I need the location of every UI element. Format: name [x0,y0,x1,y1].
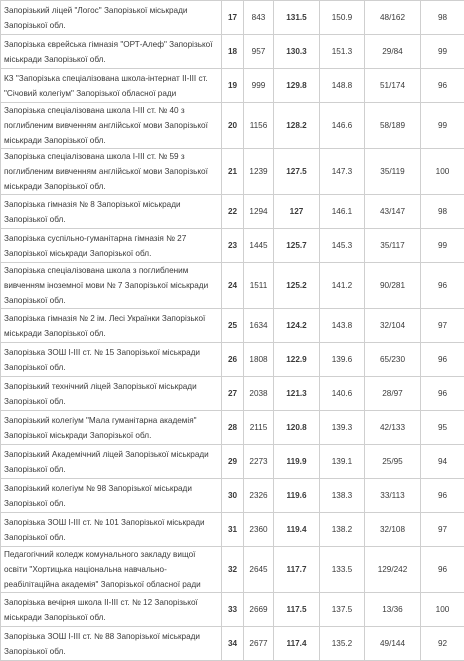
table-row [1,479,464,513]
rank-cell: 18 [222,35,244,69]
score-cell: 125.2 [274,263,320,309]
average-score-cell: 135.2 [320,627,365,661]
percent-cell: 96 [421,69,464,103]
table-row [1,377,464,411]
percent-cell: 96 [421,377,464,411]
score-cell: 119.9 [274,445,320,479]
rank-cell: 19 [222,69,244,103]
rank-cell: 22 [222,195,244,229]
ratio-cell: 51/174 [365,69,421,103]
percent-cell: 96 [421,343,464,377]
percent-cell: 99 [421,35,464,69]
table-row [1,445,464,479]
rank-cell: 21 [222,149,244,195]
table-row [1,1,464,35]
average-score-cell: 139.1 [320,445,365,479]
average-score-cell: 148.8 [320,69,365,103]
rank-cell: 29 [222,445,244,479]
table-row [1,263,464,309]
rank-cell: 23 [222,229,244,263]
percent-cell: 96 [421,547,464,593]
ratio-cell: 35/117 [365,229,421,263]
overall-rank-cell: 1239 [244,149,274,195]
ratio-cell: 48/162 [365,1,421,35]
score-cell: 131.5 [274,1,320,35]
percent-cell: 92 [421,627,464,661]
score-cell: 117.5 [274,593,320,627]
overall-rank-cell: 1294 [244,195,274,229]
score-cell: 119.6 [274,479,320,513]
table-row [1,343,464,377]
score-cell: 125.7 [274,229,320,263]
average-score-cell: 141.2 [320,263,365,309]
score-cell: 129.8 [274,69,320,103]
school-name-cell: Запорізька гімназія № 8 Запорізької міськради Запорізької обл. [1,195,222,229]
school-name-cell: Запорізька ЗОШ І-ІІІ ст. № 88 Запорізької міськради Запорізької обл. [1,627,222,661]
average-score-cell: 139.6 [320,343,365,377]
school-name-cell: Педагогічний коледж комунального закладу вищої освіти "Хортицька національна навчально-реабілітаційна академія" Запорізької обласної ради [1,547,222,593]
school-name-cell: Запорізький технічний ліцей Запорізької міськради Запорізької обл. [1,377,222,411]
overall-rank-cell: 843 [244,1,274,35]
average-score-cell: 138.3 [320,479,365,513]
average-score-cell: 143.8 [320,309,365,343]
school-name-cell: Запорізька вечірня школа ІІ-ІІІ ст. № 12 Запорізької міськради Запорізької обл. [1,593,222,627]
school-name-cell: Запорізька ЗОШ І-ІІІ ст. № 15 Запорізької міськради Запорізької обл. [1,343,222,377]
percent-cell: 96 [421,263,464,309]
table-row [1,593,464,627]
average-score-cell: 150.9 [320,1,365,35]
ratio-cell: 43/147 [365,195,421,229]
ratio-cell: 90/281 [365,263,421,309]
score-cell: 127.5 [274,149,320,195]
overall-rank-cell: 1634 [244,309,274,343]
ratio-cell: 129/242 [365,547,421,593]
percent-cell: 97 [421,513,464,547]
table-row [1,547,464,593]
table-row [1,195,464,229]
score-cell: 127 [274,195,320,229]
rank-cell: 31 [222,513,244,547]
school-name-cell: Запорізька спеціалізована школа І-ІІІ ст. № 40 з поглибленим вивченням англійської мови Запорізької міськради Запорізької обл. [1,103,222,149]
rank-cell: 20 [222,103,244,149]
table-row [1,149,464,195]
table-row [1,411,464,445]
school-name-cell: Запорізький колегіум № 98 Запорізької міськради Запорізької обл. [1,479,222,513]
overall-rank-cell: 2677 [244,627,274,661]
percent-cell: 97 [421,309,464,343]
score-cell: 128.2 [274,103,320,149]
rank-cell: 24 [222,263,244,309]
rank-cell: 33 [222,593,244,627]
rank-cell: 28 [222,411,244,445]
school-name-cell: Запорізька гімназія № 2 ім. Лесі Українки Запорізької міськради Запорізької обл. [1,309,222,343]
school-name-cell: Запорізький Академічний ліцей Запорізької міськради Запорізької обл. [1,445,222,479]
rank-cell: 27 [222,377,244,411]
score-cell: 130.3 [274,35,320,69]
score-cell: 117.4 [274,627,320,661]
ratio-cell: 25/95 [365,445,421,479]
percent-cell: 100 [421,149,464,195]
school-name-cell: Запорізька спеціалізована школа з поглибленим вивченням іноземної мови № 7 Запорізької міськради Запорізької обл. [1,263,222,309]
school-name-cell: Запорізький колегіум "Мала гуманітарна академія" Запорізької міськради Запорізької обл. [1,411,222,445]
ratio-cell: 49/144 [365,627,421,661]
overall-rank-cell: 2326 [244,479,274,513]
overall-rank-cell: 1511 [244,263,274,309]
average-score-cell: 140.6 [320,377,365,411]
average-score-cell: 138.2 [320,513,365,547]
table-row [1,627,464,661]
ratio-cell: 42/133 [365,411,421,445]
ratio-cell: 29/84 [365,35,421,69]
average-score-cell: 146.6 [320,103,365,149]
score-cell: 124.2 [274,309,320,343]
rank-cell: 30 [222,479,244,513]
ratio-cell: 28/97 [365,377,421,411]
score-cell: 117.7 [274,547,320,593]
average-score-cell: 147.3 [320,149,365,195]
ratio-cell: 58/189 [365,103,421,149]
ratio-cell: 32/104 [365,309,421,343]
overall-rank-cell: 2115 [244,411,274,445]
average-score-cell: 137.5 [320,593,365,627]
table-body [1,1,464,661]
percent-cell: 94 [421,445,464,479]
percent-cell: 100 [421,593,464,627]
school-name-cell: Запорізька спеціалізована школа І-ІІІ ст. № 59 з поглибленим вивченням англійської мови Запорізької міськради Запорізької обл. [1,149,222,195]
percent-cell: 98 [421,1,464,35]
school-name-cell: Запорізький ліцей "Логос" Запорізької міськради Запорізької обл. [1,1,222,35]
rank-cell: 25 [222,309,244,343]
overall-rank-cell: 1808 [244,343,274,377]
rank-cell: 34 [222,627,244,661]
rank-cell: 17 [222,1,244,35]
overall-rank-cell: 2645 [244,547,274,593]
percent-cell: 98 [421,195,464,229]
overall-rank-cell: 957 [244,35,274,69]
rank-cell: 32 [222,547,244,593]
overall-rank-cell: 999 [244,69,274,103]
percent-cell: 99 [421,103,464,149]
table-row [1,229,464,263]
table-row [1,103,464,149]
score-cell: 121.3 [274,377,320,411]
ratio-cell: 65/230 [365,343,421,377]
ratio-cell: 13/36 [365,593,421,627]
percent-cell: 95 [421,411,464,445]
score-cell: 119.4 [274,513,320,547]
percent-cell: 99 [421,229,464,263]
rank-cell: 26 [222,343,244,377]
school-name-cell: Запорізька ЗОШ І-ІІІ ст. № 101 Запорізької міськради Запорізької обл. [1,513,222,547]
table-row [1,309,464,343]
average-score-cell: 151.3 [320,35,365,69]
score-cell: 122.9 [274,343,320,377]
ratio-cell: 32/108 [365,513,421,547]
overall-rank-cell: 1445 [244,229,274,263]
score-cell: 120.8 [274,411,320,445]
table-row [1,513,464,547]
overall-rank-cell: 2038 [244,377,274,411]
overall-rank-cell: 1156 [244,103,274,149]
table-row [1,69,464,103]
ratio-cell: 35/119 [365,149,421,195]
school-name-cell: КЗ "Запорізька спеціалізована школа-інтернат ІІ-ІІІ ст. "Січовий колегіум" Запорізької обласної ради [1,69,222,103]
school-name-cell: Запорізька єврейська гімназія "ОРТ-Алеф" Запорізької міськради Запорізької обл. [1,35,222,69]
overall-rank-cell: 2669 [244,593,274,627]
ratio-cell: 33/113 [365,479,421,513]
average-score-cell: 145.3 [320,229,365,263]
overall-rank-cell: 2360 [244,513,274,547]
average-score-cell: 139.3 [320,411,365,445]
school-name-cell: Запорізька суспільно-гуманітарна гімназія № 27 Запорізької міськради Запорізької обл. [1,229,222,263]
overall-rank-cell: 2273 [244,445,274,479]
average-score-cell: 146.1 [320,195,365,229]
table-row [1,35,464,69]
percent-cell: 96 [421,479,464,513]
average-score-cell: 133.5 [320,547,365,593]
